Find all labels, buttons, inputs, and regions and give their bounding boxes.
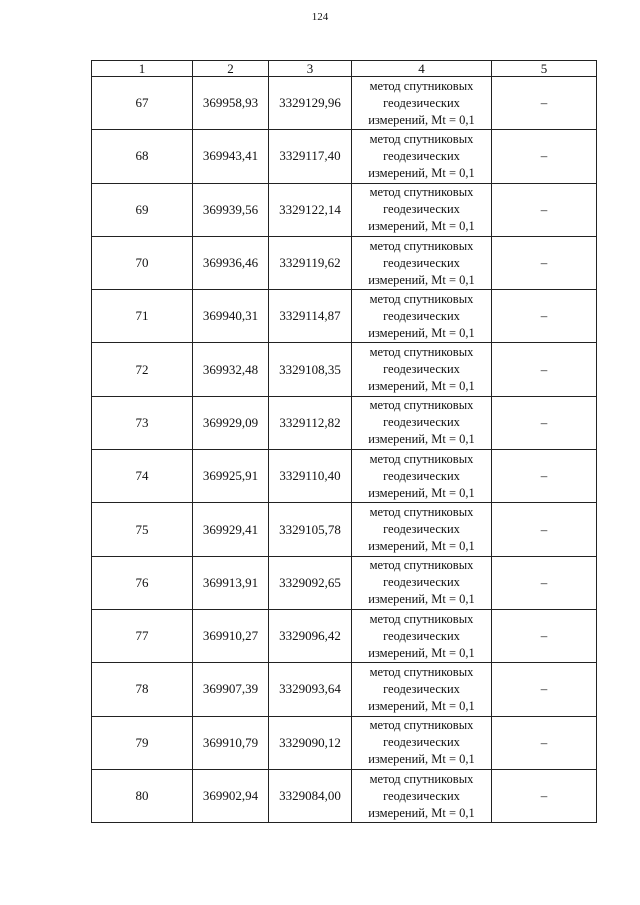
column-header-2: 2 xyxy=(193,61,269,77)
method-line: геодезических xyxy=(383,522,460,537)
note-cell: – xyxy=(492,769,597,822)
table-row xyxy=(92,396,597,449)
coordinate-y-cell: 3329117,40 xyxy=(269,130,352,183)
coordinate-x-cell: 369936,46 xyxy=(193,236,269,289)
point-number-cell: 70 xyxy=(92,236,193,289)
method-line: измерений, Mt = 0,1 xyxy=(368,112,475,127)
method-line: метод спутниковых xyxy=(369,611,474,626)
coordinate-y-cell: 3329105,78 xyxy=(269,503,352,556)
table-row xyxy=(92,450,597,503)
method-cell xyxy=(352,290,492,343)
note-cell: – xyxy=(492,556,597,609)
method-line: метод спутниковых xyxy=(369,345,474,360)
note-cell: – xyxy=(492,396,597,449)
coordinate-x-cell: 369940,31 xyxy=(193,290,269,343)
coordinate-x-cell: 369902,94 xyxy=(193,769,269,822)
note-cell: – xyxy=(492,77,597,130)
method-cell xyxy=(352,396,492,449)
method-line: измерений, Mt = 0,1 xyxy=(368,752,475,767)
method-line: измерений, Mt = 0,1 xyxy=(368,165,475,180)
column-header-1: 1 xyxy=(92,61,193,77)
column-header-3: 3 xyxy=(269,61,352,77)
method-line: измерений, Mt = 0,1 xyxy=(368,645,475,660)
method-line: измерений, Mt = 0,1 xyxy=(368,698,475,713)
coordinate-y-cell: 3329114,87 xyxy=(269,290,352,343)
method-line: метод спутниковых xyxy=(369,398,474,413)
coordinate-x-cell: 369943,41 xyxy=(193,130,269,183)
method-line: геодезических xyxy=(383,148,460,163)
coordinate-x-cell: 369958,93 xyxy=(193,77,269,130)
point-number-cell: 69 xyxy=(92,183,193,236)
table-row xyxy=(92,503,597,556)
point-number-cell: 71 xyxy=(92,290,193,343)
method-cell xyxy=(352,343,492,396)
point-number-cell: 72 xyxy=(92,343,193,396)
coordinate-x-cell: 369907,39 xyxy=(193,663,269,716)
table-row xyxy=(92,77,597,130)
method-line: геодезических xyxy=(383,628,460,643)
method-cell xyxy=(352,183,492,236)
table-row xyxy=(92,556,597,609)
method-line: измерений, Mt = 0,1 xyxy=(368,272,475,287)
table-row xyxy=(92,183,597,236)
note-cell: – xyxy=(492,290,597,343)
point-number-cell: 74 xyxy=(92,450,193,503)
point-number-cell: 68 xyxy=(92,130,193,183)
table-row xyxy=(92,343,597,396)
note-cell: – xyxy=(492,450,597,503)
point-number-cell: 77 xyxy=(92,609,193,662)
coordinate-x-cell: 369929,41 xyxy=(193,503,269,556)
method-cell xyxy=(352,609,492,662)
column-header-4: 4 xyxy=(352,61,492,77)
table-row xyxy=(92,716,597,769)
coordinate-x-cell: 369910,27 xyxy=(193,609,269,662)
method-line: метод спутниковых xyxy=(369,771,474,786)
coordinate-x-cell: 369932,48 xyxy=(193,343,269,396)
note-cell: – xyxy=(492,663,597,716)
point-number-cell: 80 xyxy=(92,769,193,822)
method-cell xyxy=(352,716,492,769)
method-line: метод спутниковых xyxy=(369,185,474,200)
method-cell xyxy=(352,503,492,556)
note-cell: – xyxy=(492,183,597,236)
method-cell xyxy=(352,236,492,289)
method-line: измерений, Mt = 0,1 xyxy=(368,539,475,554)
coordinate-y-cell: 3329096,42 xyxy=(269,609,352,662)
method-line: геодезических xyxy=(383,415,460,430)
table-row xyxy=(92,769,597,822)
method-cell xyxy=(352,450,492,503)
coordinate-x-cell: 369925,91 xyxy=(193,450,269,503)
point-number-cell: 76 xyxy=(92,556,193,609)
method-line: геодезических xyxy=(383,202,460,217)
method-line: измерений, Mt = 0,1 xyxy=(368,592,475,607)
point-number-cell: 75 xyxy=(92,503,193,556)
coordinate-y-cell: 3329122,14 xyxy=(269,183,352,236)
method-line: измерений, Mt = 0,1 xyxy=(368,325,475,340)
note-cell: – xyxy=(492,236,597,289)
coordinate-x-cell: 369913,91 xyxy=(193,556,269,609)
method-line: геодезических xyxy=(383,788,460,803)
coordinate-y-cell: 3329093,64 xyxy=(269,663,352,716)
method-line: метод спутниковых xyxy=(369,718,474,733)
note-cell: – xyxy=(492,343,597,396)
method-line: метод спутниковых xyxy=(369,558,474,573)
page-number: 124 xyxy=(311,11,329,23)
method-line: метод спутниковых xyxy=(369,505,474,520)
method-line: геодезических xyxy=(383,362,460,377)
method-line: метод спутниковых xyxy=(369,451,474,466)
method-line: геодезических xyxy=(383,681,460,696)
method-cell xyxy=(352,77,492,130)
method-line: геодезических xyxy=(383,575,460,590)
coordinate-y-cell: 3329092,65 xyxy=(269,556,352,609)
method-line: измерений, Mt = 0,1 xyxy=(368,485,475,500)
point-number-cell: 73 xyxy=(92,396,193,449)
table-row xyxy=(92,130,597,183)
coordinate-y-cell: 3329129,96 xyxy=(269,77,352,130)
table-row xyxy=(92,236,597,289)
method-line: измерений, Mt = 0,1 xyxy=(368,219,475,234)
method-cell xyxy=(352,769,492,822)
coordinate-x-cell: 369929,09 xyxy=(193,396,269,449)
coordinate-y-cell: 3329108,35 xyxy=(269,343,352,396)
coordinates-table xyxy=(91,60,597,823)
point-number-cell: 67 xyxy=(92,77,193,130)
method-line: метод спутниковых xyxy=(369,238,474,253)
column-header-5: 5 xyxy=(492,61,597,77)
method-line: метод спутниковых xyxy=(369,664,474,679)
method-line: геодезических xyxy=(383,308,460,323)
coordinate-y-cell: 3329084,00 xyxy=(269,769,352,822)
point-number-cell: 79 xyxy=(92,716,193,769)
method-cell xyxy=(352,663,492,716)
table-row xyxy=(92,290,597,343)
coordinate-y-cell: 3329112,82 xyxy=(269,396,352,449)
table-row xyxy=(92,609,597,662)
note-cell: – xyxy=(492,716,597,769)
note-cell: – xyxy=(492,609,597,662)
method-line: геодезических xyxy=(383,735,460,750)
method-line: геодезических xyxy=(383,95,460,110)
note-cell: – xyxy=(492,503,597,556)
method-line: измерений, Mt = 0,1 xyxy=(368,805,475,820)
point-number-cell: 78 xyxy=(92,663,193,716)
note-cell: – xyxy=(492,130,597,183)
method-cell xyxy=(352,556,492,609)
coordinate-y-cell: 3329090,12 xyxy=(269,716,352,769)
method-cell xyxy=(352,130,492,183)
table-row xyxy=(92,663,597,716)
method-line: измерений, Mt = 0,1 xyxy=(368,432,475,447)
coordinate-x-cell: 369939,56 xyxy=(193,183,269,236)
coordinate-y-cell: 3329119,62 xyxy=(269,236,352,289)
method-line: геодезических xyxy=(383,255,460,270)
method-line: метод спутниковых xyxy=(369,78,474,93)
method-line: метод спутниковых xyxy=(369,291,474,306)
coordinate-x-cell: 369910,79 xyxy=(193,716,269,769)
coordinate-y-cell: 3329110,40 xyxy=(269,450,352,503)
method-line: геодезических xyxy=(383,468,460,483)
table-header-row xyxy=(92,61,597,77)
method-line: измерений, Mt = 0,1 xyxy=(368,379,475,394)
method-line: метод спутниковых xyxy=(369,131,474,146)
